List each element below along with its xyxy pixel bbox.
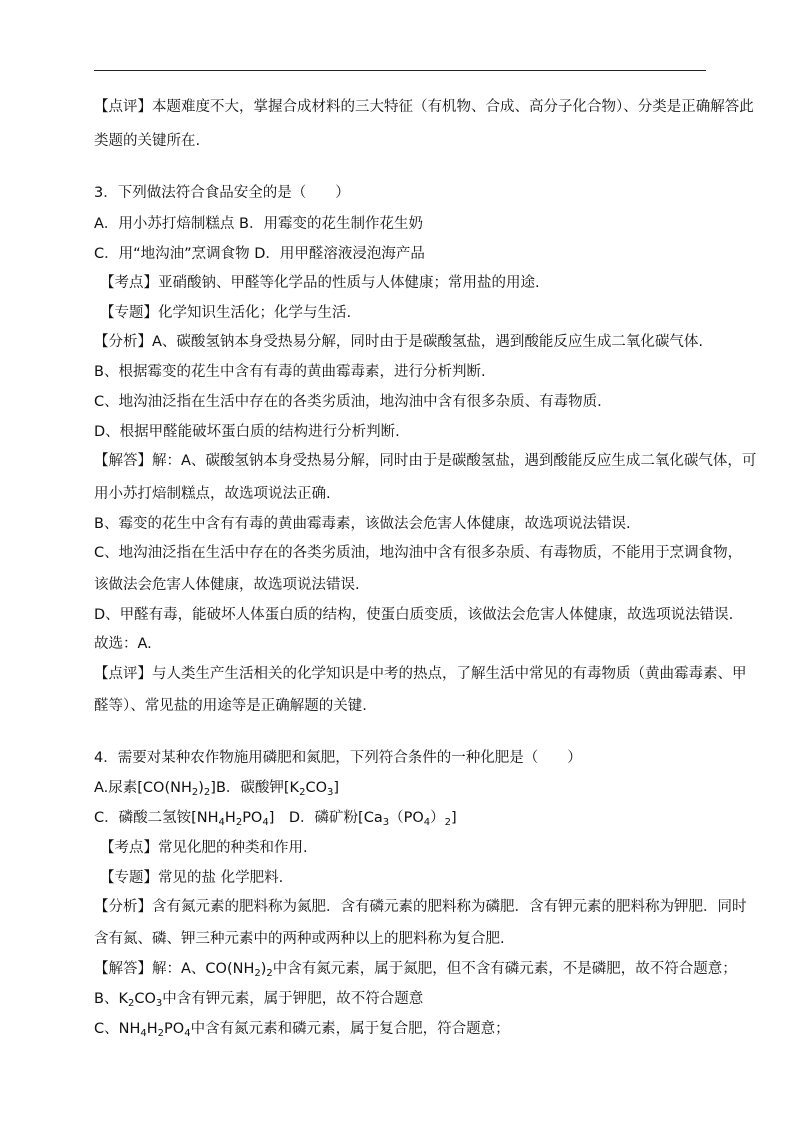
q3-analysis-b: B、根据霉变的花生中含有有毒的黄曲霉毒素，进行分析判断.	[94, 364, 486, 380]
question-3-options-ab: A．用小苏打焙制糕点 B．用霉变的花生制作花生奶	[94, 216, 423, 232]
q4-answer-a: 【解答】解：A、$CO(NH_2)_2$中含有氮元素，属于氮肥，但不含有磷元素，不是磷肥，故不符合题意；	[94, 961, 737, 979]
q4-topic: 【专题】常见的盐 化学肥料.	[100, 870, 284, 886]
q3-answer-b: B、霉变的花生中含有有毒的黄曲霉毒素，该做法会危害人体健康，故选项说法错误.	[94, 516, 631, 532]
q3-answer-a-1: 【解答】解：A、碳酸氢钠本身受热易分解，同时由于是碳酸氢盐，遇到酸能反应生成二氧化碳气体，可	[94, 453, 757, 469]
question-4-stem: 4．需要对某种农作物施用磷肥和氮肥，下列符合条件的一种化肥是（ ）	[94, 750, 582, 766]
q3-answer-c-2: 该做法会危害人体健康，故选项说法错误.	[94, 577, 360, 593]
question-4-options-ab: A.尿素$[CO(NH_2)_2]B$．碳酸钾$[K_2CO_3]$	[94, 780, 340, 798]
question-4-options-cd: C．磷酸二氢铵$[NH_4H_2PO_4]$ D．磷矿粉$[Ca_3(PO_4)_2]$	[94, 810, 457, 828]
q3-answer-a-2: 用小苏打焙制糕点，故选项说法正确.	[94, 486, 331, 502]
header-rule	[94, 70, 706, 71]
q3-selection: 故选：A.	[94, 636, 152, 652]
q3-analysis-d: D、根据甲醛能破坏蛋白质的结构进行分析判断.	[94, 424, 400, 440]
q3-analysis-a: 【分析】A、碳酸氢钠本身受热易分解，同时由于是碳酸氢盐，遇到酸能反应生成二氧化碳气体.	[94, 334, 704, 350]
question-3-options-cd: C．用“地沟油”烹调食物 D．用甲醛溶液浸泡海产品	[94, 246, 425, 262]
q4-analysis-2: 含有氮、磷、钾三种元素中的两种或两种以上的肥料称为复合肥.	[94, 931, 505, 947]
q3-answer-c-1: C、地沟油泛指在生活中存在的各类劣质油，地沟油中含有很多杂质、有毒物质，不能用于烹调食物，	[94, 545, 743, 561]
q4-exam-point: 【考点】常见化肥的种类和作用.	[100, 840, 308, 856]
review-comment-line-1: 【点评】本题难度不大，掌握合成材料的三大特征（有机物、合成、高分子化合物）、分类是正确解答此	[94, 99, 754, 115]
question-3-stem: 3．下列做法符合食品安全的是（ ）	[94, 185, 350, 201]
q3-review-2: 醛等）、常见盐的用途等是正确解题的关键.	[94, 698, 367, 714]
q3-topic: 【专题】化学知识生活化；化学与生活.	[100, 305, 352, 321]
q3-exam-point: 【考点】亚硝酸钠、甲醛等化学品的性质与人体健康；常用盐的用途.	[100, 275, 540, 291]
q4-answer-b: B、$K_2CO_3$中含有钾元素，属于钾肥，故不符合题意	[94, 991, 424, 1009]
q3-analysis-c: C、地沟油泛指在生活中存在的各类劣质油，地沟油中含有很多杂质、有毒物质.	[94, 394, 602, 410]
q4-analysis-1: 【分析】含有氮元素的肥料称为氮肥．含有磷元素的肥料称为磷肥．含有钾元素的肥料称为钾肥．同时	[94, 899, 747, 915]
q3-answer-d: D、甲醛有毒，能破坏人体蛋白质的结构，使蛋白质变质，该做法会危害人体健康，故选项说法错误.	[94, 607, 734, 623]
q4-answer-c: C、$NH_4H_2PO_4$中含有氮元素和磷元素，属于复合肥，符合题意；	[94, 1021, 510, 1039]
review-comment-line-2: 类题的关键所在.	[94, 133, 201, 149]
q3-review-1: 【点评】与人类生产生活相关的化学知识是中考的热点，了解生活中常见的有毒物质（黄曲霉毒素、甲	[94, 666, 747, 682]
